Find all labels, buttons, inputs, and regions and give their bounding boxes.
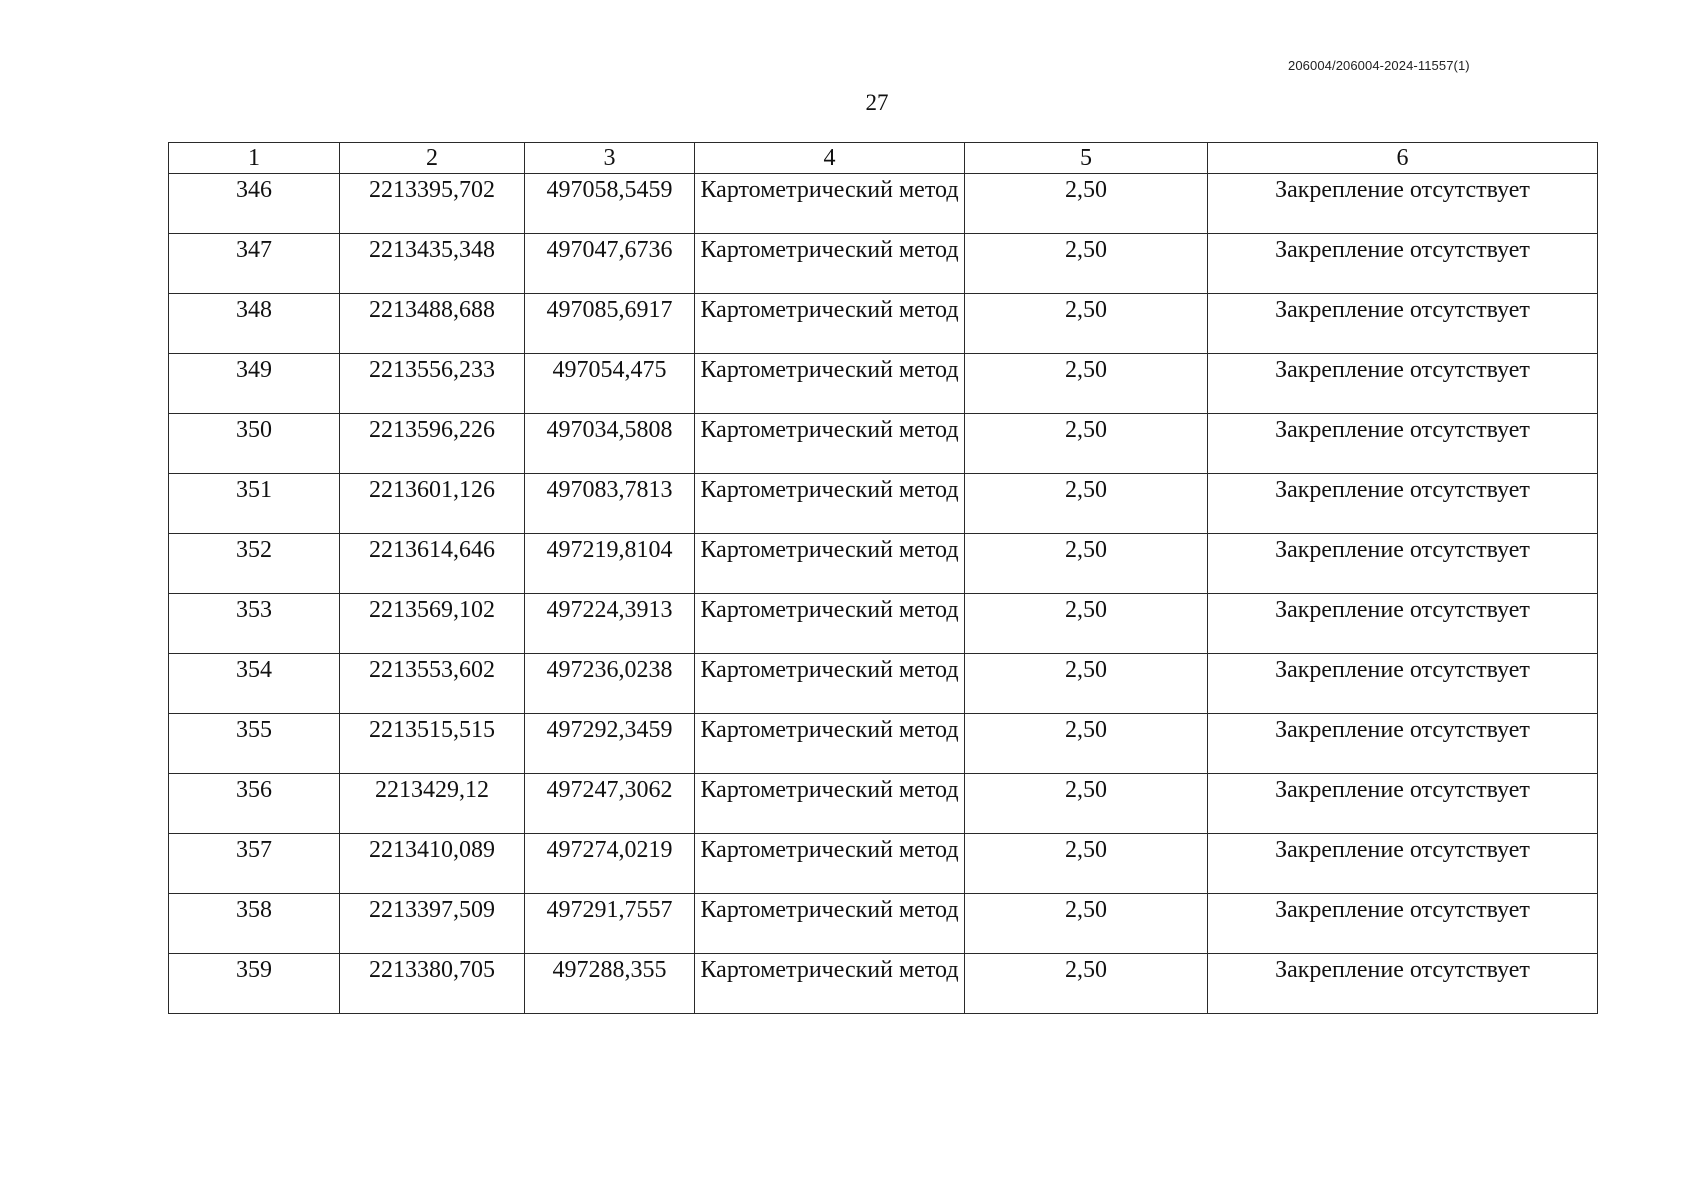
coordinates-table	[168, 142, 1598, 1014]
point-number-cell: 349	[169, 354, 340, 414]
column-header: 1	[169, 143, 340, 174]
fixing-cell: Закрепление отсутствует	[1208, 234, 1598, 294]
fixing-cell: Закрепление отсутствует	[1208, 954, 1598, 1014]
error-cell: 2,50	[965, 534, 1208, 594]
x-coordinate-cell: 2213395,702	[340, 174, 525, 234]
y-coordinate-cell: 497274,0219	[525, 834, 695, 894]
y-coordinate-cell: 497034,5808	[525, 414, 695, 474]
method-cell: Картометрический метод	[695, 414, 965, 474]
fixing-cell: Закрепление отсутствует	[1208, 174, 1598, 234]
column-header: 2	[340, 143, 525, 174]
x-coordinate-cell: 2213569,102	[340, 594, 525, 654]
table-row	[169, 354, 1598, 414]
y-coordinate-cell: 497288,355	[525, 954, 695, 1014]
point-number-cell: 355	[169, 714, 340, 774]
table-row	[169, 954, 1598, 1014]
table-header-row	[169, 143, 1598, 174]
document-id: 206004/206004-2024-11557(1)	[1288, 58, 1470, 73]
method-cell: Картометрический метод	[695, 474, 965, 534]
table-body	[169, 174, 1598, 1014]
error-cell: 2,50	[965, 774, 1208, 834]
point-number-cell: 348	[169, 294, 340, 354]
method-cell: Картометрический метод	[695, 714, 965, 774]
fixing-cell: Закрепление отсутствует	[1208, 354, 1598, 414]
point-number-cell: 353	[169, 594, 340, 654]
fixing-cell: Закрепление отсутствует	[1208, 294, 1598, 354]
table-row	[169, 174, 1598, 234]
table-row	[169, 414, 1598, 474]
table-row	[169, 834, 1598, 894]
table-row	[169, 534, 1598, 594]
point-number-cell: 351	[169, 474, 340, 534]
x-coordinate-cell: 2213515,515	[340, 714, 525, 774]
x-coordinate-cell: 2213380,705	[340, 954, 525, 1014]
y-coordinate-cell: 497247,3062	[525, 774, 695, 834]
fixing-cell: Закрепление отсутствует	[1208, 594, 1598, 654]
method-cell: Картометрический метод	[695, 954, 965, 1014]
y-coordinate-cell: 497224,3913	[525, 594, 695, 654]
point-number-cell: 359	[169, 954, 340, 1014]
y-coordinate-cell: 497054,475	[525, 354, 695, 414]
method-cell: Картометрический метод	[695, 354, 965, 414]
error-cell: 2,50	[965, 654, 1208, 714]
point-number-cell: 358	[169, 894, 340, 954]
method-cell: Картометрический метод	[695, 774, 965, 834]
fixing-cell: Закрепление отсутствует	[1208, 654, 1598, 714]
page-number: 27	[865, 90, 889, 115]
y-coordinate-cell: 497292,3459	[525, 714, 695, 774]
fixing-cell: Закрепление отсутствует	[1208, 834, 1598, 894]
fixing-cell: Закрепление отсутствует	[1208, 534, 1598, 594]
fixing-cell: Закрепление отсутствует	[1208, 474, 1598, 534]
table-row	[169, 474, 1598, 534]
point-number-cell: 356	[169, 774, 340, 834]
table-row	[169, 894, 1598, 954]
x-coordinate-cell: 2213429,12	[340, 774, 525, 834]
method-cell: Картометрический метод	[695, 654, 965, 714]
fixing-cell: Закрепление отсутствует	[1208, 714, 1598, 774]
x-coordinate-cell: 2213410,089	[340, 834, 525, 894]
point-number-cell: 347	[169, 234, 340, 294]
point-number-cell: 346	[169, 174, 340, 234]
x-coordinate-cell: 2213435,348	[340, 234, 525, 294]
method-cell: Картометрический метод	[695, 834, 965, 894]
error-cell: 2,50	[965, 294, 1208, 354]
error-cell: 2,50	[965, 414, 1208, 474]
table-row	[169, 294, 1598, 354]
point-number-cell: 354	[169, 654, 340, 714]
error-cell: 2,50	[965, 834, 1208, 894]
x-coordinate-cell: 2213488,688	[340, 294, 525, 354]
error-cell: 2,50	[965, 714, 1208, 774]
y-coordinate-cell: 497291,7557	[525, 894, 695, 954]
error-cell: 2,50	[965, 234, 1208, 294]
table-row	[169, 594, 1598, 654]
method-cell: Картометрический метод	[695, 234, 965, 294]
point-number-cell: 350	[169, 414, 340, 474]
column-header: 6	[1208, 143, 1598, 174]
fixing-cell: Закрепление отсутствует	[1208, 894, 1598, 954]
x-coordinate-cell: 2213553,602	[340, 654, 525, 714]
method-cell: Картометрический метод	[695, 594, 965, 654]
point-number-cell: 357	[169, 834, 340, 894]
point-number-cell: 352	[169, 534, 340, 594]
error-cell: 2,50	[965, 594, 1208, 654]
table-row	[169, 714, 1598, 774]
y-coordinate-cell: 497219,8104	[525, 534, 695, 594]
table-row	[169, 774, 1598, 834]
error-cell: 2,50	[965, 474, 1208, 534]
x-coordinate-cell: 2213397,509	[340, 894, 525, 954]
error-cell: 2,50	[965, 354, 1208, 414]
x-coordinate-cell: 2213596,226	[340, 414, 525, 474]
y-coordinate-cell: 497058,5459	[525, 174, 695, 234]
y-coordinate-cell: 497047,6736	[525, 234, 695, 294]
column-header: 3	[525, 143, 695, 174]
method-cell: Картометрический метод	[695, 534, 965, 594]
method-cell: Картометрический метод	[695, 174, 965, 234]
error-cell: 2,50	[965, 174, 1208, 234]
fixing-cell: Закрепление отсутствует	[1208, 774, 1598, 834]
error-cell: 2,50	[965, 894, 1208, 954]
y-coordinate-cell: 497085,6917	[525, 294, 695, 354]
y-coordinate-cell: 497236,0238	[525, 654, 695, 714]
column-header: 5	[965, 143, 1208, 174]
method-cell: Картометрический метод	[695, 294, 965, 354]
method-cell: Картометрический метод	[695, 894, 965, 954]
table-row	[169, 654, 1598, 714]
table-row	[169, 234, 1598, 294]
x-coordinate-cell: 2213556,233	[340, 354, 525, 414]
column-header: 4	[695, 143, 965, 174]
y-coordinate-cell: 497083,7813	[525, 474, 695, 534]
fixing-cell: Закрепление отсутствует	[1208, 414, 1598, 474]
x-coordinate-cell: 2213614,646	[340, 534, 525, 594]
error-cell: 2,50	[965, 954, 1208, 1014]
x-coordinate-cell: 2213601,126	[340, 474, 525, 534]
